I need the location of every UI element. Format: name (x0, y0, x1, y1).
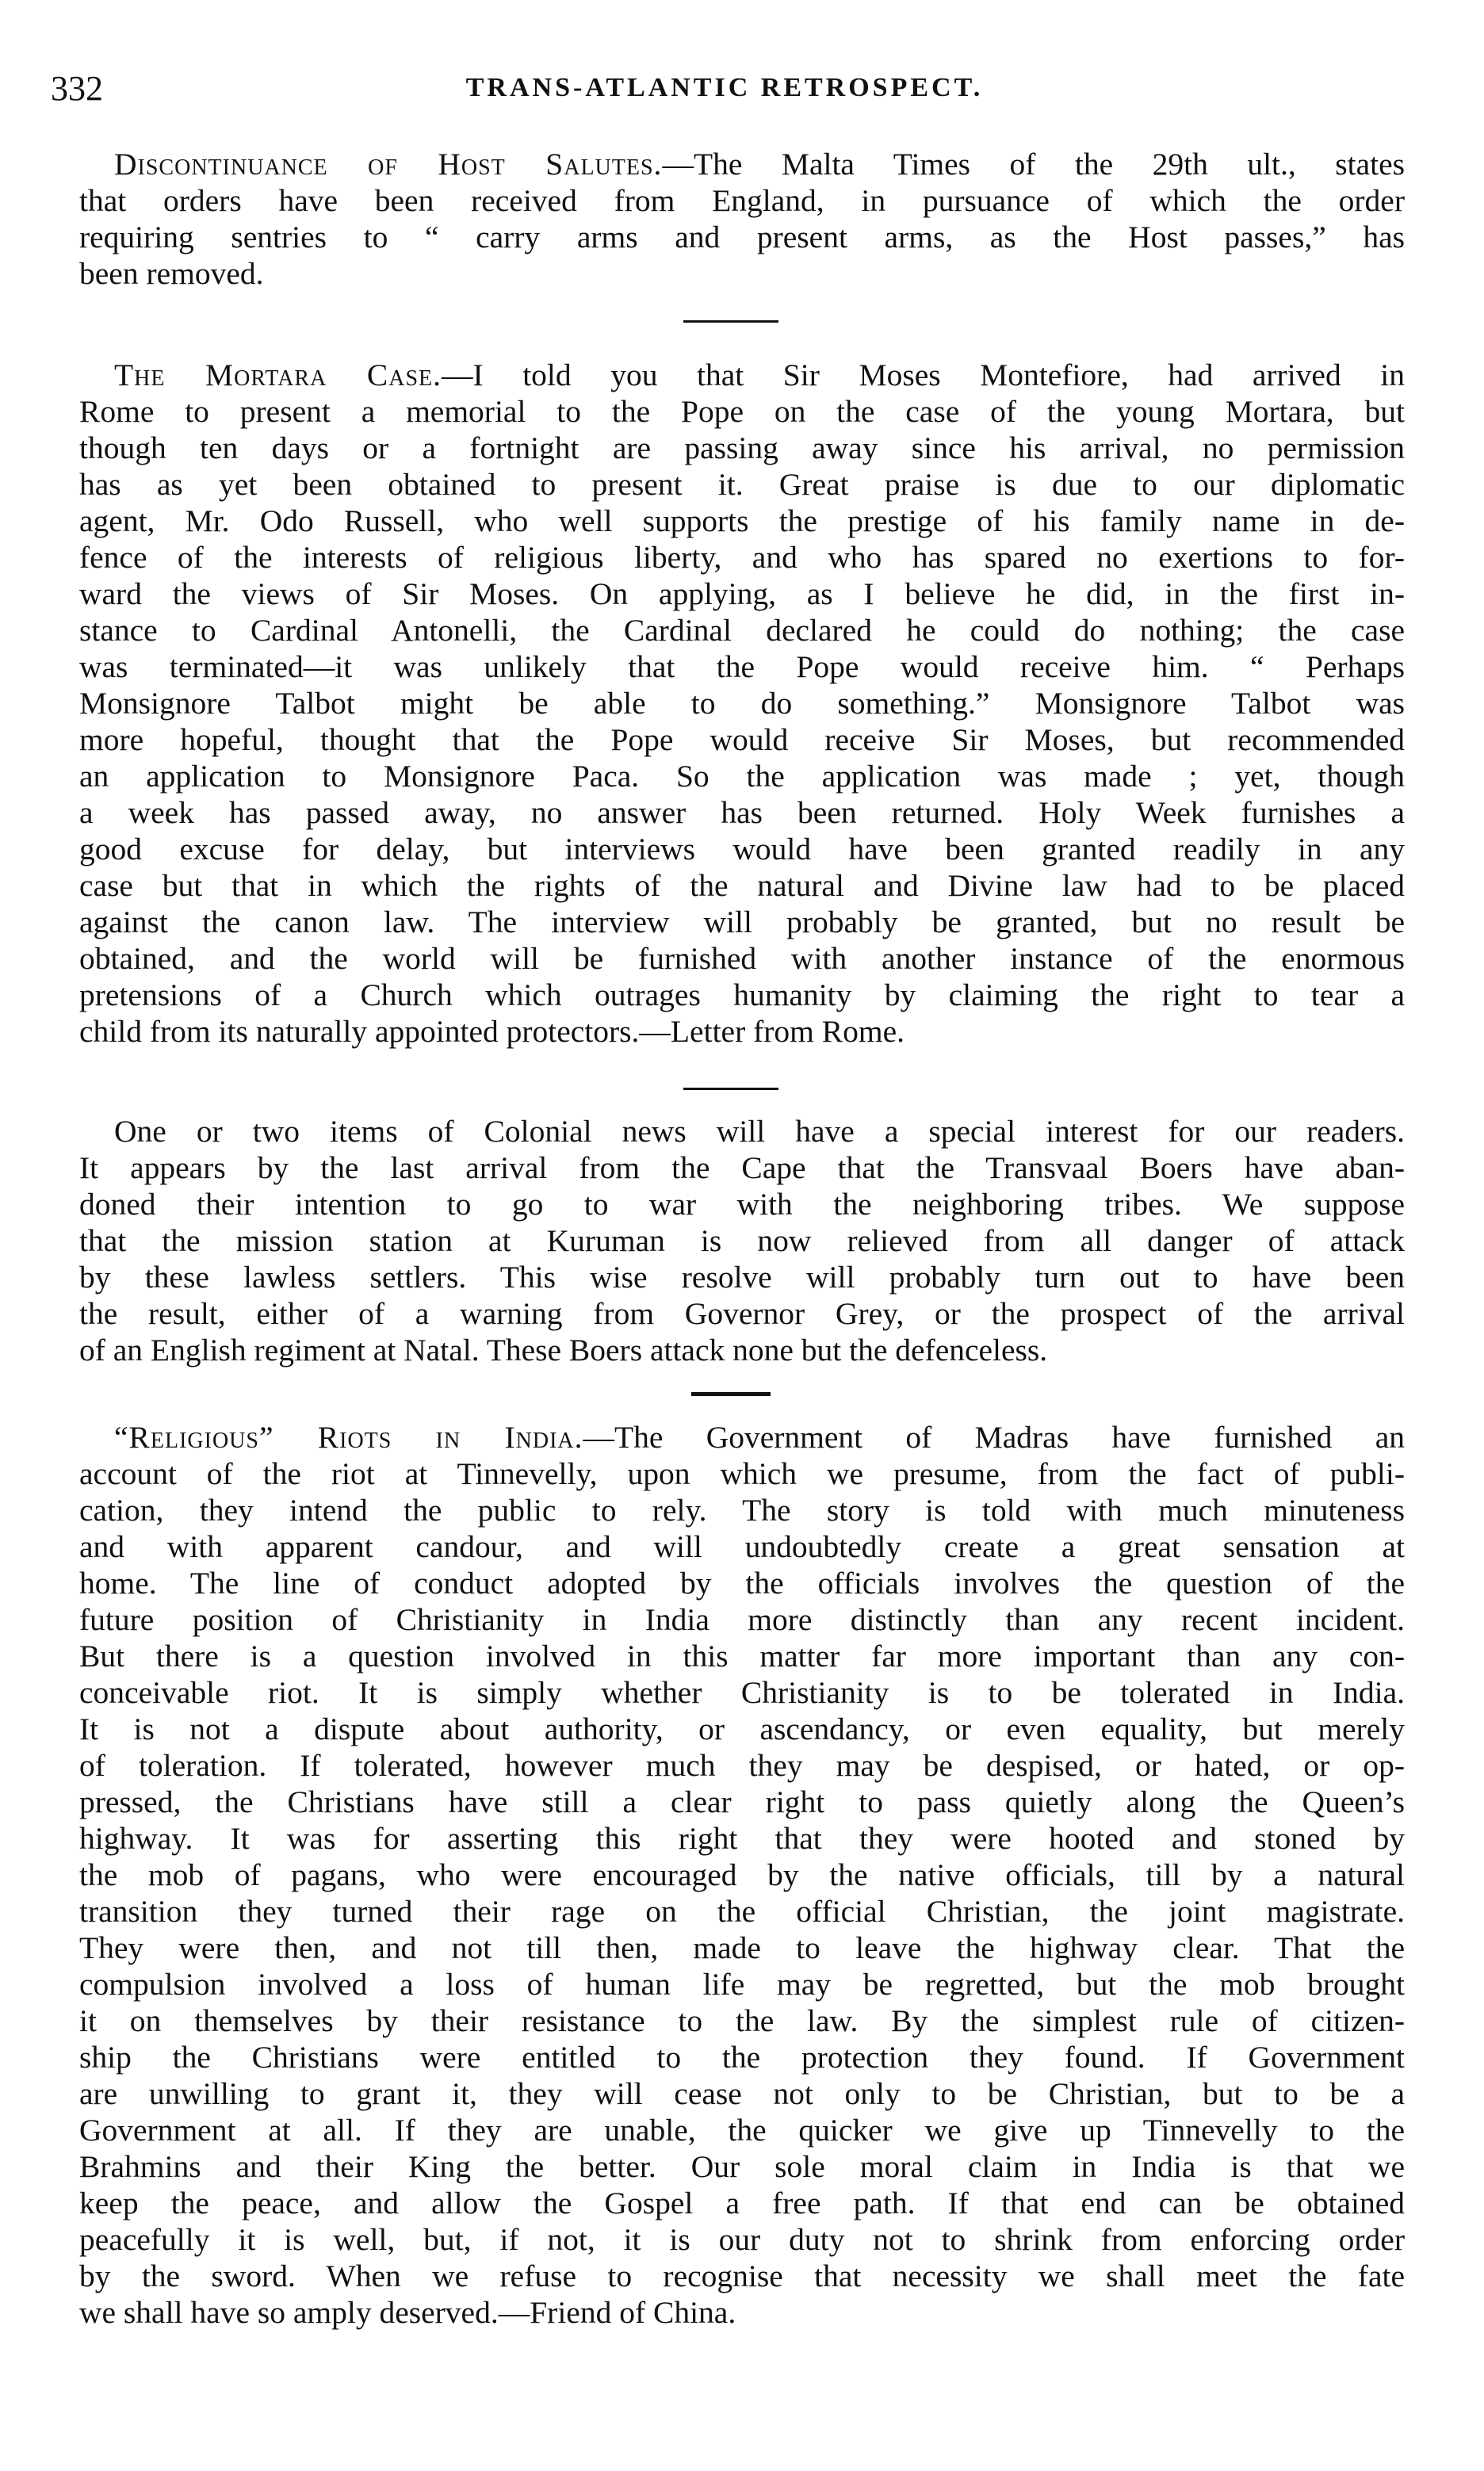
article-line: Rome to present a memorial to the Pope on the case of the young Mortara, but (79, 394, 1405, 429)
article-line-text: —The Government of Madras have furnished an (583, 1420, 1405, 1455)
article-line: pretensions of a Church which outrages humanity by claiming the right to tear a (79, 977, 1405, 1012)
article-line: doned their intention to go to war with the neighboring tribes. We suppose (79, 1187, 1405, 1222)
article-line: a week has passed away, no answer has been returned. Holy Week furnishes a (79, 795, 1405, 830)
article-line (79, 1419, 1405, 1455)
article-line: though ten days or a fortnight are passing away since his arrival, no permission (79, 430, 1405, 465)
article-line: by these lawless settlers. This wise resolve will probably turn out to have been (79, 1260, 1405, 1295)
section-divider (683, 320, 778, 323)
article-line: highway. It was for asserting this right that they were hooted and stoned by (79, 1821, 1405, 1856)
article-line: was terminated—it was unlikely that the Pope would receive him. “ Perhaps (79, 649, 1405, 684)
article-line: agent, Mr. Odo Russell, who well supports the prestige of his family name in de- (79, 503, 1405, 538)
article-line: It appears by the last arrival from the Cape that the Transvaal Boers have aban- (79, 1150, 1405, 1185)
article-line-text: —I told you that Sir Moses Montefiore, had arrived in (442, 358, 1405, 392)
article-line: Government at all. If they are unable, the quicker we give up Tinnevelly to the (79, 2113, 1405, 2148)
article-heading: The Mortara Case. (114, 358, 442, 392)
article-line: pressed, the Christians have still a clear right to pass quietly along the Queen’s (79, 1784, 1405, 1819)
article-line (79, 357, 1405, 393)
article-line: has as yet been obtained to present it. Great praise is due to our diplomatic (79, 467, 1405, 502)
article-riots-in-india (79, 1419, 1405, 2331)
article-line: home. The line of conduct adopted by the officials involves the question of the (79, 1566, 1405, 1601)
article-line: conceivable riot. It is simply whether Christianity is to be tolerated in India. (79, 1675, 1405, 1710)
running-head (51, 68, 1398, 116)
article-line: an application to Monsignore Paca. So the application was made ; yet, though (79, 759, 1405, 794)
article-colonial-news (79, 1113, 1405, 1368)
article-line: been removed. (79, 256, 264, 291)
article-line: They were then, and not till then, made to leave the highway clear. That the (79, 1930, 1405, 1965)
article-line: transition they turned their rage on the official Christian, the joint magistrate. (79, 1894, 1405, 1929)
article-line: But there is a question involved in this matter far more important than any con- (79, 1639, 1405, 1673)
article-line: by the sword. When we refuse to recognise that necessity we shall meet the fate (79, 2259, 1405, 2293)
article-heading: Discontinuance of Host Salutes. (114, 147, 663, 182)
article-line (79, 146, 1405, 182)
article-line: ward the views of Sir Moses. On applying, as I believe he did, in the first in- (79, 576, 1405, 611)
article-line: the mob of pagans, who were encouraged by the native officials, till by a natural (79, 1857, 1405, 1892)
article-line: fence of the interests of religious liberty, and who has spared no exertions to for- (79, 540, 1405, 575)
article-line: peacefully it is well, but, if not, it is our duty not to shrink from enforcing order (79, 2222, 1405, 2257)
article-line: Brahmins and their King the better. Our sole moral claim in India is that we (79, 2149, 1405, 2184)
article-line: ship the Christians were entitled to the protection they found. If Government (79, 2040, 1405, 2075)
article-line: account of the riot at Tinnevelly, upon which we presume, from the fact of publi- (79, 1456, 1405, 1491)
section-divider (683, 1088, 778, 1090)
article-line: of an English regiment at Natal. These Boers attack none but the defenceless. (79, 1333, 1048, 1367)
article-line: It is not a dispute about authority, or ascendancy, or even equality, but merely (79, 1712, 1405, 1746)
article-line: Monsignore Talbot might be able to do something.” Monsignore Talbot was (79, 686, 1405, 721)
article-line: cation, they intend the public to rely. The story is told with much minuteness (79, 1493, 1405, 1528)
article-line: future position of Christianity in India more distinctly than any recent incident. (79, 1602, 1405, 1637)
article-line: good excuse for delay, but interviews would have been granted readily in any (79, 832, 1405, 866)
article-line: the result, either of a warning from Governor Grey, or the prospect of the arrival (79, 1296, 1405, 1331)
article-line: and with apparent candour, and will undoubtedly create a great sensation at (79, 1529, 1405, 1564)
article-line: keep the peace, and allow the Gospel a free path. If that end can be obtained (79, 2186, 1405, 2220)
running-title: TRANS-ATLANTIC RETROSPECT. (465, 73, 984, 102)
article-line: that the mission station at Kuruman is now relieved from all danger of attack (79, 1223, 1405, 1258)
article-line: of toleration. If tolerated, however much they may be despised, or hated, or op- (79, 1748, 1405, 1783)
article-line: we shall have so amply deserved.—Friend of China. (79, 2295, 736, 2330)
article-line: case but that in which the rights of the natural and Divine law had to be placed (79, 868, 1405, 903)
article-line: more hopeful, thought that the Pope would receive Sir Moses, but recommended (79, 722, 1405, 757)
section-divider (691, 1392, 771, 1396)
page-number: 332 (51, 69, 103, 108)
article-line: are unwilling to grant it, they will cease not only to be Christian, but to be a (79, 2076, 1405, 2111)
article-line: it on themselves by their resistance to the law. By the simplest rule of citizen- (79, 2003, 1405, 2038)
article-line: against the canon law. The interview will probably be granted, but no result be (79, 905, 1405, 939)
article-line: compulsion involved a loss of human life may be regretted, but the mob brought (79, 1967, 1405, 2002)
article-line-text: —The Malta Times of the 29th ult., states (662, 147, 1406, 182)
article-line: obtained, and the world will be furnished with another instance of the enormous (79, 941, 1405, 976)
article-line: stance to Cardinal Antonelli, the Cardinal declared he could do nothing; the case (79, 613, 1405, 648)
article-line: requiring sentries to “ carry arms and present arms, as the Host passes,” has (79, 220, 1405, 254)
article-host-salutes (79, 146, 1405, 292)
article-line: child from its naturally appointed protectors.—Letter from Rome. (79, 1014, 905, 1049)
article-line: that orders have been received from England, in pursuance of which the order (79, 183, 1405, 218)
article-heading: “Religious” Riots in India. (114, 1420, 583, 1455)
article-line: One or two items of Colonial news will have a special interest for our readers. (114, 1114, 1405, 1149)
article-mortara-case (79, 357, 1405, 1050)
